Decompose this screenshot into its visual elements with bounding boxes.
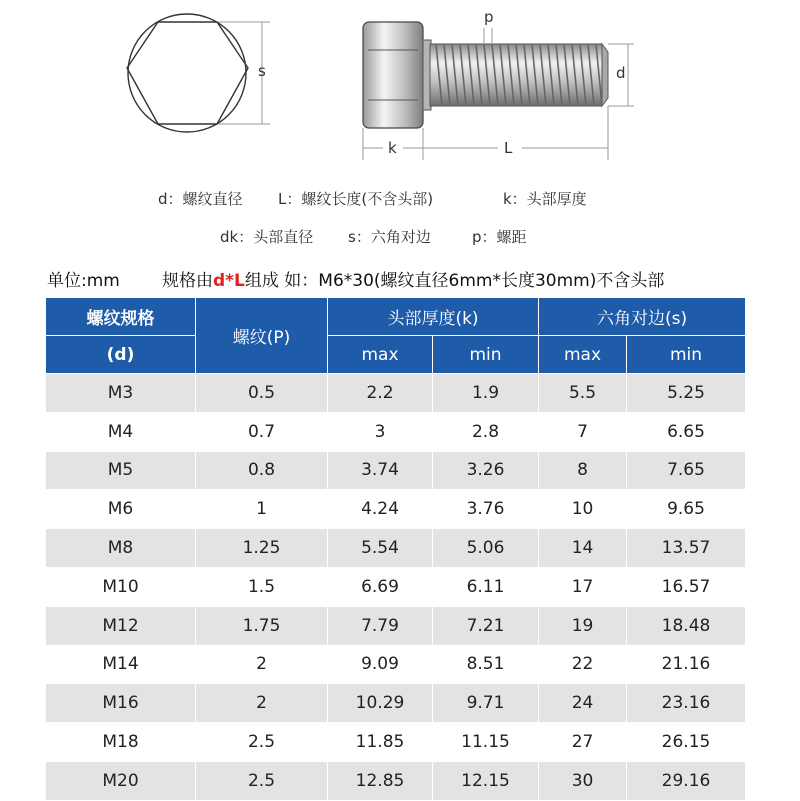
header-s-min: min bbox=[627, 336, 746, 374]
cell-pitch: 0.5 bbox=[196, 374, 328, 413]
cell-k-max: 5.54 bbox=[328, 529, 433, 568]
header-spec-sub: (d) bbox=[46, 336, 196, 374]
cell-d: M18 bbox=[46, 723, 196, 762]
cell-k-min: 7.21 bbox=[433, 606, 539, 645]
cell-s-max: 5.5 bbox=[539, 374, 627, 413]
bolt-shank bbox=[430, 44, 608, 106]
cell-k-max: 10.29 bbox=[328, 684, 433, 723]
cell-s-min: 7.65 bbox=[627, 451, 746, 490]
legend-dk: dk：头部直径 bbox=[220, 228, 314, 246]
legend-p: p：螺距 bbox=[472, 228, 527, 246]
cell-s-max: 14 bbox=[539, 529, 627, 568]
table-row bbox=[46, 451, 746, 490]
legend-k: k：头部厚度 bbox=[503, 190, 587, 208]
cell-k-min: 3.76 bbox=[433, 490, 539, 529]
cell-k-max: 9.09 bbox=[328, 645, 433, 684]
cell-pitch: 2.5 bbox=[196, 761, 328, 800]
unit-label: 单位:mm bbox=[47, 271, 120, 291]
legend-d: d：螺纹直径 bbox=[158, 190, 243, 208]
cell-s-min: 9.65 bbox=[627, 490, 746, 529]
cell-pitch: 1.5 bbox=[196, 567, 328, 606]
cell-pitch: 2 bbox=[196, 645, 328, 684]
cell-k-min: 6.11 bbox=[433, 567, 539, 606]
cell-d: M20 bbox=[46, 761, 196, 800]
cell-pitch: 2 bbox=[196, 684, 328, 723]
cell-k-max: 7.79 bbox=[328, 606, 433, 645]
cell-d: M16 bbox=[46, 684, 196, 723]
cell-k-min: 1.9 bbox=[433, 374, 539, 413]
table-row bbox=[46, 567, 746, 606]
cell-k-min: 2.8 bbox=[433, 412, 539, 451]
cell-k-min: 11.15 bbox=[433, 723, 539, 762]
header-pitch: 螺纹(P) bbox=[196, 298, 328, 374]
cell-d: M4 bbox=[46, 412, 196, 451]
header-head-thickness: 头部厚度(k) bbox=[328, 298, 539, 336]
spec-table bbox=[45, 297, 746, 801]
header-s-max: max bbox=[539, 336, 627, 374]
table-row bbox=[46, 684, 746, 723]
cell-s-max: 24 bbox=[539, 684, 627, 723]
cell-s-min: 26.15 bbox=[627, 723, 746, 762]
label-k: k bbox=[388, 139, 397, 157]
cell-k-max: 12.85 bbox=[328, 761, 433, 800]
spec-note bbox=[0, 263, 800, 293]
cell-pitch: 1 bbox=[196, 490, 328, 529]
cell-s-min: 23.16 bbox=[627, 684, 746, 723]
spec-highlight: d*L bbox=[213, 271, 245, 291]
cell-s-min: 21.16 bbox=[627, 645, 746, 684]
cell-s-min: 5.25 bbox=[627, 374, 746, 413]
cell-d: M6 bbox=[46, 490, 196, 529]
table-row bbox=[46, 761, 746, 800]
cell-k-max: 3 bbox=[328, 412, 433, 451]
cell-s-max: 22 bbox=[539, 645, 627, 684]
cell-s-min: 13.57 bbox=[627, 529, 746, 568]
cell-pitch: 2.5 bbox=[196, 723, 328, 762]
label-p: p bbox=[484, 8, 494, 26]
spec-prefix: 规格由 bbox=[162, 271, 213, 291]
cell-k-max: 6.69 bbox=[328, 567, 433, 606]
header-across-flats: 六角对边(s) bbox=[539, 298, 746, 336]
cell-k-min: 9.71 bbox=[433, 684, 539, 723]
label-L: L bbox=[504, 139, 513, 157]
label-d: d bbox=[616, 64, 626, 82]
bolt-head-side-view bbox=[363, 22, 431, 128]
table-row bbox=[46, 529, 746, 568]
cell-d: M3 bbox=[46, 374, 196, 413]
cell-s-max: 10 bbox=[539, 490, 627, 529]
cell-s-min: 18.48 bbox=[627, 606, 746, 645]
cell-k-max: 11.85 bbox=[328, 723, 433, 762]
cell-d: M12 bbox=[46, 606, 196, 645]
cell-pitch: 0.8 bbox=[196, 451, 328, 490]
header-k-min: min bbox=[433, 336, 539, 374]
spec-suffix: 组成 如：M6*30(螺纹直径6mm*长度30mm)不含头部 bbox=[244, 271, 665, 291]
header-spec: 螺纹规格 bbox=[46, 298, 196, 336]
cell-k-max: 3.74 bbox=[328, 451, 433, 490]
cell-s-max: 27 bbox=[539, 723, 627, 762]
legend-s: s：六角对边 bbox=[348, 228, 431, 246]
table-row bbox=[46, 645, 746, 684]
dimension-p bbox=[484, 28, 492, 44]
cell-pitch: 1.75 bbox=[196, 606, 328, 645]
cell-s-max: 8 bbox=[539, 451, 627, 490]
table-row bbox=[46, 606, 746, 645]
table-row bbox=[46, 723, 746, 762]
cell-pitch: 0.7 bbox=[196, 412, 328, 451]
cell-d: M8 bbox=[46, 529, 196, 568]
cell-s-max: 30 bbox=[539, 761, 627, 800]
label-s: s bbox=[258, 62, 266, 80]
legend-L: L：螺纹长度(不含头部) bbox=[278, 190, 434, 208]
cell-d: M5 bbox=[46, 451, 196, 490]
cell-k-min: 5.06 bbox=[433, 529, 539, 568]
cell-k-min: 12.15 bbox=[433, 761, 539, 800]
cell-s-max: 7 bbox=[539, 412, 627, 451]
cell-d: M10 bbox=[46, 567, 196, 606]
cell-k-min: 8.51 bbox=[433, 645, 539, 684]
cell-k-max: 2.2 bbox=[328, 374, 433, 413]
hex-head-top-view bbox=[127, 14, 248, 132]
cell-k-min: 3.26 bbox=[433, 451, 539, 490]
table-row bbox=[46, 374, 746, 413]
bolt-diagram bbox=[0, 0, 800, 165]
cell-d: M14 bbox=[46, 645, 196, 684]
cell-s-min: 16.57 bbox=[627, 567, 746, 606]
header-k-max: max bbox=[328, 336, 433, 374]
cell-pitch: 1.25 bbox=[196, 529, 328, 568]
cell-s-max: 19 bbox=[539, 606, 627, 645]
cell-s-min: 6.65 bbox=[627, 412, 746, 451]
cell-s-max: 17 bbox=[539, 567, 627, 606]
cell-s-min: 29.16 bbox=[627, 761, 746, 800]
cell-k-max: 4.24 bbox=[328, 490, 433, 529]
table-row bbox=[46, 490, 746, 529]
spec-format-note bbox=[162, 266, 664, 291]
table-row bbox=[46, 412, 746, 451]
